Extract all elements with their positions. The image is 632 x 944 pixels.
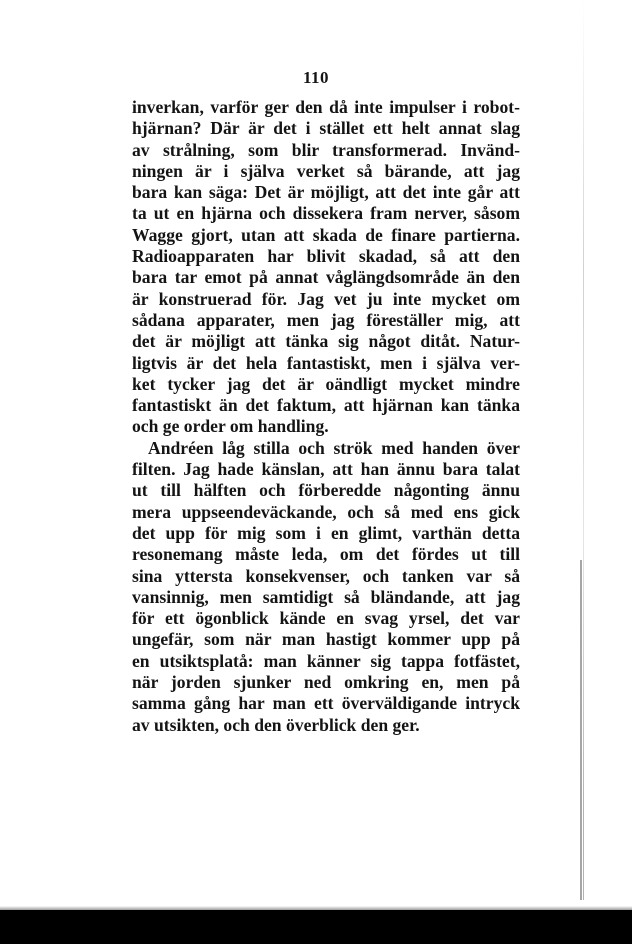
text-line: fantastiskt än det faktum, att hjärnan kan tänka	[132, 395, 520, 416]
text-line: resonemang måste leda, om det fördes ut till	[132, 544, 520, 565]
scan-edge-shadow	[583, 0, 584, 900]
text-line: av utsikten, och den överblick den ger.	[132, 714, 420, 735]
scan-bottom-border	[0, 910, 632, 944]
text-line: samma gång har man ett överväldigande intryck	[132, 693, 520, 714]
text-line: inverkan, varför ger den då inte impulser i robot-	[132, 97, 520, 117]
text-line: en utsiktsplatå: man känner sig tappa fotfästet,	[132, 650, 520, 671]
body-text	[132, 97, 520, 736]
text-line: ta ut en hjärna och dissekera fram nerver, såsom	[132, 203, 520, 224]
text-line: ligtvis är det hela fantastiskt, men i själva ver-	[132, 352, 520, 373]
text-line: ningen är i själva verket så bärande, att jag	[132, 160, 520, 181]
text-line: och ge order om handling.	[132, 416, 329, 437]
text-line: bara tar emot på annat våglängdsområde än den	[132, 267, 520, 288]
text-line: ket tycker jag det är oändligt mycket mindre	[132, 373, 520, 394]
text-line: av strålning, som blir transformerad. Invänd-	[132, 139, 520, 160]
text-line: vansinnig, men samtidigt så bländande, att jag	[132, 586, 520, 607]
paragraph-1	[132, 97, 520, 438]
text-line: ungefär, som när man hastigt kommer upp på	[132, 629, 520, 650]
text-line: Wagge gjort, utan att skada de finare partierna.	[132, 224, 520, 245]
text-line: hjärnan? Där är det i stället ett helt annat slag	[132, 118, 520, 139]
text-line: Andréen låg stilla och strök med handen över	[148, 437, 520, 458]
text-line: det upp för mig som i en glimt, varthän detta	[132, 522, 520, 543]
text-line: Radioapparaten har blivit skadad, så att den	[132, 246, 520, 267]
scan-edge-shadow-lower	[580, 560, 582, 900]
paragraph-2	[132, 438, 520, 736]
text-line: sådana apparater, men jag föreställer mig, att	[132, 309, 520, 330]
text-line: sina yttersta konsekvenser, och tanken var så	[132, 565, 520, 586]
text-line: när jorden sjunker ned omkring en, men på	[132, 672, 520, 693]
text-line: bara kan säga: Det är möjligt, att det inte går att	[132, 182, 520, 203]
page-number: 110	[302, 68, 330, 87]
text-line: det är möjligt att tänka sig något ditåt. Natur-	[132, 331, 520, 352]
text-line: mera uppseendeväckande, och så med ens gick	[132, 501, 520, 522]
text-line: filten. Jag hade känslan, att han ännu bara talat	[132, 459, 520, 480]
text-line: för ett ögonblick kände en svag yrsel, det var	[132, 608, 520, 629]
text-line: ut till hälften och förberedde någonting ännu	[132, 480, 520, 501]
text-line: är konstruerad för. Jag vet ju inte mycket om	[132, 288, 520, 309]
